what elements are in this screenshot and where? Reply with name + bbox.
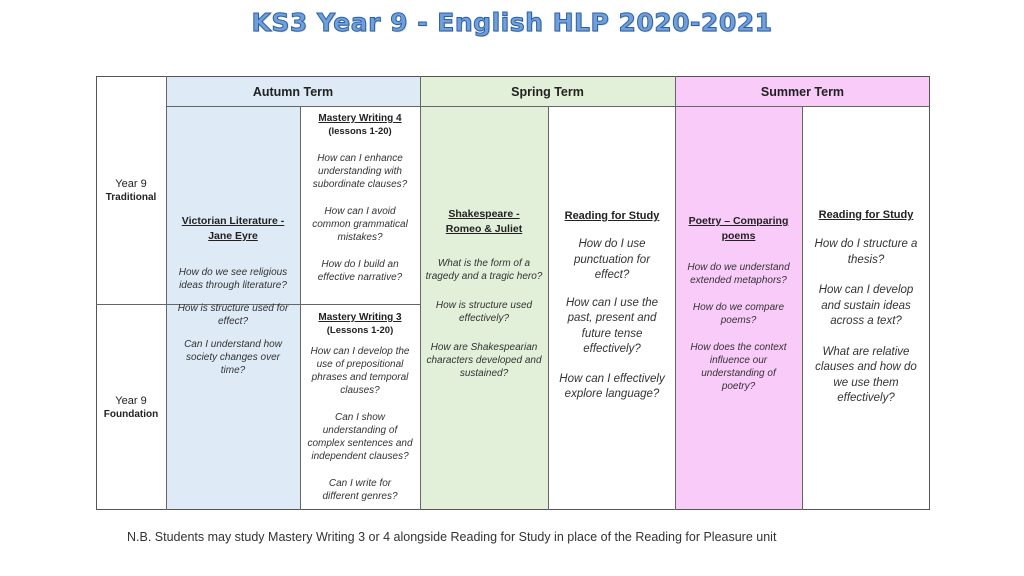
poetry-comparing-poems-unit	[679, 214, 798, 393]
unit-question: Can I write for different genres?	[322, 478, 398, 502]
row-track: Foundation	[103, 409, 159, 420]
unit-question: Can I understand how society changes over time?	[184, 339, 282, 376]
row-track: Traditional	[105, 192, 157, 203]
unit-heading: Reading for Study	[818, 209, 914, 221]
shakespeare-unit	[424, 207, 544, 380]
unit-heading: Poetry – Comparing poems	[688, 215, 789, 242]
grid-line	[166, 76, 167, 510]
header-autumn-term: Autumn Term	[252, 84, 334, 99]
grid-line	[300, 106, 301, 510]
row-year: Year 9	[115, 395, 147, 407]
unit-question: What are relative clauses and how do we use them effectively?	[815, 345, 917, 404]
unit-question: How can I avoid common grammatical mistakes?	[312, 206, 408, 243]
page-title: KS3 Year 9 - English HLP 2020-2021	[251, 8, 773, 37]
header-spring-term: Spring Term	[511, 84, 584, 99]
grid-line	[166, 106, 930, 107]
unit-question: How can I develop and sustain ideas across a text?	[818, 284, 914, 327]
unit-heading: Mastery Writing 4	[318, 113, 402, 124]
unit-question: How can I effectively explore language?	[559, 372, 665, 400]
unit-question: How do I use punctuation for effect?	[573, 238, 651, 281]
unit-question: How can I enhance understanding with subordinate clauses?	[312, 153, 408, 190]
row-label-traditional	[96, 177, 166, 205]
reading-for-study-spring-unit	[552, 210, 672, 403]
unit-question: How do we compare poems?	[692, 302, 785, 326]
unit-heading: Mastery Writing 3	[318, 312, 402, 323]
unit-question: How can I use the past, present and future tense effectively?	[565, 296, 659, 355]
grid-line	[420, 76, 421, 510]
unit-heading: Shakespeare - Romeo & Juliet	[445, 208, 523, 235]
unit-question: What is the form of a tragedy and a tragic hero?	[425, 258, 543, 282]
unit-question: How is structure used for effect?	[177, 303, 289, 327]
header-summer-term: Summer Term	[760, 84, 845, 99]
grid-line	[675, 76, 676, 510]
unit-question: Can I show understanding of complex sentences and independent clauses?	[307, 412, 413, 462]
unit-question: How can I develop the use of prepositional phrases and temporal clauses?	[310, 346, 410, 396]
mastery-writing-4-unit	[304, 112, 416, 284]
mastery-writing-3-unit	[304, 311, 416, 503]
unit-question: How do I build an effective narrative?	[317, 259, 403, 283]
grid-line	[802, 106, 803, 510]
unit-question: How do we see religious ideas through literature?	[178, 267, 288, 291]
footnote: N.B. Students may study Mastery Writing 3 or 4 alongside Reading for Study in place of the Reading for Pleasure unit	[127, 530, 777, 544]
unit-question: How do I structure a thesis?	[814, 238, 918, 266]
unit-question: How is structure used effectively?	[435, 300, 533, 324]
reading-for-study-summer-unit	[806, 209, 926, 407]
unit-question: How does the context influence our understanding of poetry?	[690, 342, 787, 392]
row-year: Year 9	[115, 178, 147, 190]
victorian-literature-unit	[170, 214, 296, 377]
unit-lessons: (Lessons 1-20)	[326, 325, 394, 336]
row-label-foundation	[96, 394, 166, 422]
unit-question: How are Shakespearian characters developed and sustained?	[426, 342, 542, 379]
grid-line	[548, 106, 549, 510]
unit-heading: Reading for Study	[564, 210, 660, 222]
unit-heading: Victorian Literature - Jane Eyre	[181, 215, 285, 242]
unit-question: How do we understand extended metaphors?	[687, 262, 790, 286]
unit-lessons: (lessons 1-20)	[328, 126, 392, 137]
